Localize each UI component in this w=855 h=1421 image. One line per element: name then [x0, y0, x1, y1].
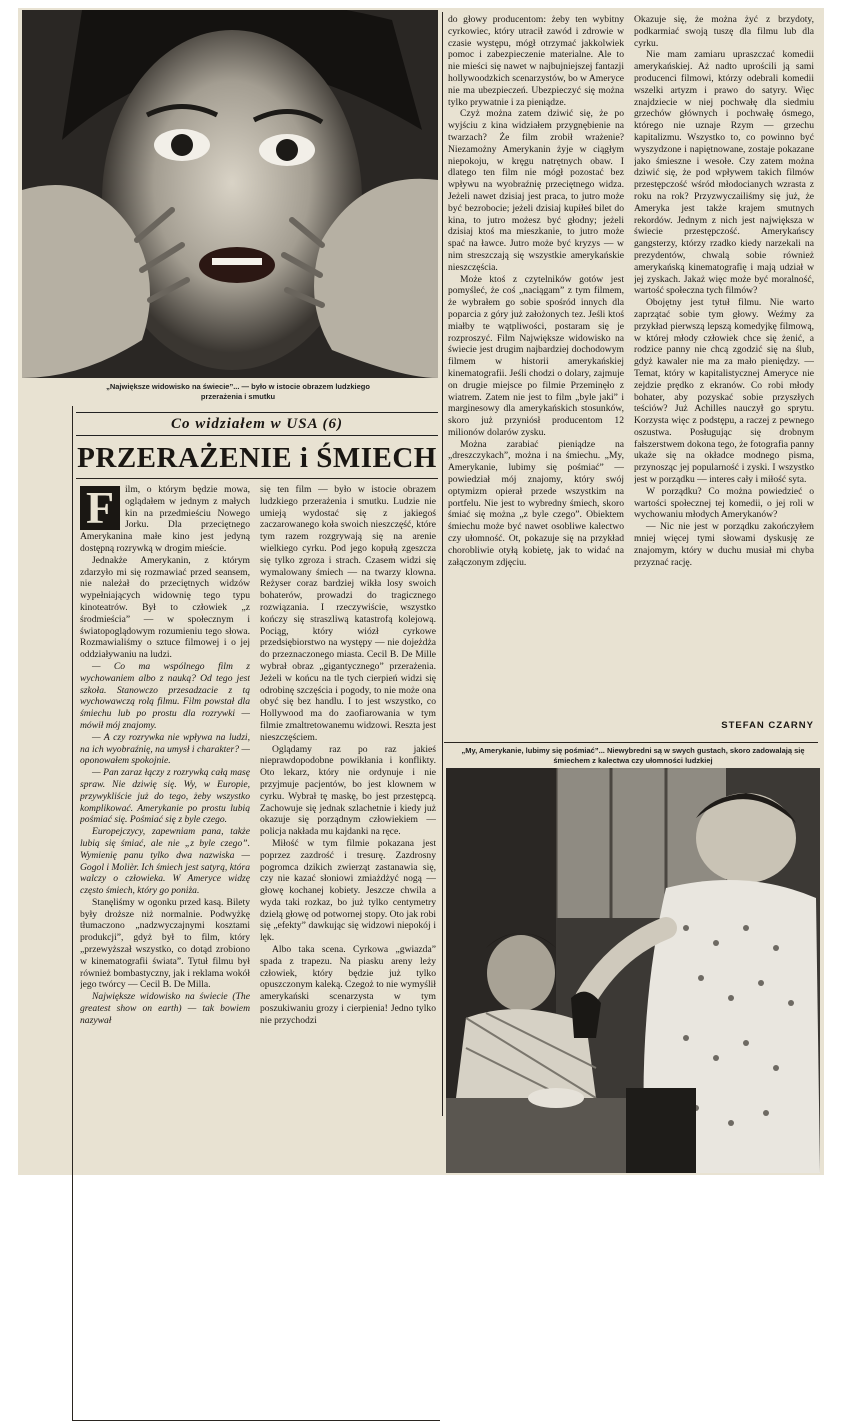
paragraph: Stanęliśmy w ogonku przed kasą. Bilety były droższe niż normalnie. Podwyżkę tłumaczono „nadzwyczajnymi kosztami produkcji”, gdyż był to film, który „przewyższał wszystko, co dotąd zrobiono w kinematografii świata”. Tytuł filmu był również bombastyczny, jak i reklama wokół jego twórcy — Cecil B. De Milla. [80, 896, 250, 991]
paragraph: Miłość w tym filmie pokazana jest poprzez zazdrość i tresurę. Zazdrosny pogromca dzikich zwierząt zastanawia się, czy nie kazać słoniowi zmiażdżyć nogą — głowę kochanej kobiety. Jeszcze chwila a wyda taki rozkaz, bo już tylko centymetry dzielą głowę od potwornej stopy. Oto jak robi się „efekty” dawkując się widzowi niepokój i lęk. [260, 837, 436, 944]
paragraph: W porządku? Co można powiedzieć o wartości społecznej tej komedii, o jej roli w wychowaniu młodych Amerykanów? [634, 485, 814, 521]
left-frame-rule [72, 406, 73, 1420]
bottom-photo [446, 768, 820, 1173]
paragraph: do głowy producentom: żeby ten wybitny cyrkowiec, który utracił zawód i zdrowie w czasie występu, mógł otrzymać jakkolwiek pomoc i zabezpieczenie materialne. Ale to nie mieści się nawet w najbujniejszej fantazji hollywoodzkich scenarzystów, bo w Ameryce nie ma ubezpieczeń. Ubezpieczyć się można tylko prywatnie i za pieniądze. [448, 14, 624, 108]
paragraph: Jednakże Amerykanin, z którym zdarzyło mi się rozmawiać przed seansem, nie należał do przeciętnych widzów wypełniających widownię tego typu kinoteatrów. Był to człowiek „z środmieścia” — w społecznym i światopoglądowym rozumieniu tego słowa. Rozmawialiśmy o sztuce filmowej i o jej oddziaływaniu na ludzi. [80, 554, 250, 661]
paragraph: Czyż można zatem dziwić się, że po wyjściu z kina widziałem przygnębienie na twarzach? Że film zrobił wrażenie? Niezamożny Amerykanin żyje w ciągłym niepokoju, w kręgu natrętnych obaw. I dlatego ten film nie mógł pozostać bez wpływu na wyobraźnię przeciętnego widza. Jeżeli nawet dzisiaj jest praca, to jutro może być bezrobocie; jeżeli dzisiaj kupiłeś bilet do kina, to jutro możesz być głodny; jeżeli dzisiaj ktoś ma mieszkanie, to jutro może spać na ławce. Jutro może być kryzys — w nim streszczają się wszystkie amerykańskie nieszczęścia. [448, 108, 624, 273]
paragraph: — Nic nie jest w porządku zakończyłem mniej więcej tymi słowami dyskusję ze znajomym, który w duchu musiał mi chyba przyznać rację. [634, 521, 814, 568]
top-photo [22, 10, 438, 378]
bottom-photo-caption: „My, Amerykanie, lubimy się pośmiać”... Niewybredni są w swych gustach, skoro zadowalają się śmiechem z kalectwa czy ułomności ludzkiej [461, 746, 805, 765]
article-headline: PRZERAŻENIE i ŚMIECH [77, 442, 437, 474]
column-divider [442, 12, 443, 1116]
paragraph: Europejczycy, zapewniam pana, także lubią się śmiać, ale nie „z byle czego”. Wymienię panu tylko dwa nazwiska — Gogol i Molièr. Ich śmiech jest satyrą, która walczy o człowieka. W Ameryce widzę często śmiech, który go poniża. [80, 826, 250, 897]
paragraph: Nie mam zamiaru upraszczać komedii amerykańskiej. Aż nadto uprościli ją sami producenci filmowi, którzy odebrali komedii wszelki artyzm i prawo do satyry. Więc znajdziecie w niej pochwałę dla siedmiu grzechów głównych i pochwałę ósmego, którego nie uznaje Rzym — grzechu kapitalizmu. Wszystko to, co powinno być wyszydzone i napiętnowane, zostaje pokazane jako śmieszne i wesołe. Czy zatem można dziwić się, że pod wpływem takich filmów przestępczość wśród młodocianych wzrasta z roku na rok? Przyzwyczailiśmy się już, że Ameryka jest także krajem smutnych rekordów. Jednym z nich jest największa w świecie przestępczość. Amerykańscy gangsterzy, którzy rzadko kiedy narzekali na prezydentów, chwalą sobie również amerykańską kinematografię i mają udział w jej zyskach. Jakaż więc może być moralność, wartość społeczna tych filmów? [634, 49, 814, 297]
top-photo-caption: „Największe widowisko na świecie”... — było w istocie obrazem ludzkiego przerażenia i smutku [106, 382, 370, 401]
paragraph: Obojętny jest tytuł filmu. Nie warto zaprzątać sobie tym głowy. Weźmy za przykład pierwszą lepszą komedyjkę filmową, w której młody człowiek chce się żenić, a rodzice panny nie chcą zgodzić się na ślub, gdyż kawaler nie ma za mało pieniędzy. — Temat, który w kapitalistycznej Ameryce nie zejdzie prędko z ekranów. Co robi młody bohater, aby pozyskać sobie przyszłych teściów? Już Achilles nauczył go sprytu. Korzysta więc z podstępu, a raczej z pewnego oszustwa. Posługując się drobnym fałszerstwem dokona tego, że fotografia panny ukaże się na okładce modnego pisma, przynosząc jej popularność i zyski. I wszystko jest w porządku — interes cały i miłość syta. [634, 297, 814, 486]
series-title: Co widziałem w USA (6) [76, 412, 438, 436]
paragraph: Albo taka scena. Cyrkowa „gwiazda” spada z trapezu. Na piasku areny leży człowiek, który będzie już tylko opuszczonym kaleką. Czegoż to nie wymyślił amerykański scenarzysta w tym poszukiwaniu grozy i cierpienia! Jedno tylko nie przychodzi [260, 944, 436, 1026]
headline-rule [76, 478, 438, 479]
paragraph: Okazuje się, że można żyć z brzydoty, podkarmiać swoją tuszę dla filmu lub dla cyrku. [634, 14, 814, 49]
paragraph: — Pan zaraz łączy z rozrywką całą masę spraw. Nie dziwię się. Wy, w Europie, przywykliście już do tego, żeby wszystko komplikować. Amerykanie po prostu lubią pośmiać się. Pośmiać się z byle czego. [80, 767, 250, 826]
paragraph: — A czy rozrywka nie wpływa na ludzi, na ich wyobraźnię, na umysł i charakter? — oponowałem spokojnie. [80, 731, 250, 767]
paragraph: Może ktoś z czytelników gotów jest pomyśleć, że coś „naciągam” z tym filmem, że wybrałem go sobie spośród innych dla poparcia z góry już założonych tez. Jeśli ktoś miałby te wątpliwości, postaram się je rozproszyć. Film Największe widowisko na świecie jest drugim najbardziej dochodowym filmem w historii amerykańskiej kinematografii. Jeśli chodzi o dolary, zajmuje on drugie miejsce po filmie Przeminęło z wiatrem. Zatem nie jest to film „byle jaki” i marginesowy dla amerykańskich stosunków, skoro już przyniósł producentom 12 milionów dolarów zysku. [448, 273, 624, 438]
couple-kitchen-scene-photo [446, 768, 820, 1173]
article-column-3 [448, 14, 624, 736]
author-signature: STEFAN CZARNY [721, 720, 814, 731]
paragraph: Można zarabiać pieniądze na „dreszczykach”, można i na śmiechu. „My, Amerykanie, lubimy się pośmiać” — powiedział mój znajomy, który swój optymizm opierał przede wszystkim na portfelu. Nie jest to wybredny śmiech, skoro śmiać się można „z byle czego”. Obiektem śmiechu może być nawet osobliwe kalectwo czy ułomność. Ot, pokazuje się na przykład chorobliwie otyłą kobietę, jak to widać na załączonym zdjęciu. [448, 438, 624, 568]
caption-top-rule [444, 742, 818, 743]
paragraph: Największe widowisko na świecie (The greatest show on earth) — tak bowiem nazywał [80, 991, 250, 1026]
article-column-2 [260, 484, 436, 1114]
paragraph: Oglądamy raz po raz jakieś nieprawdopodobne powikłania i konflikty. Oto lekarz, który nie ordynuje i nie przyjmuje pacjentów, bo jest klownem w cyrku. Wybrał tę maskę, bo jest przestępcą. Zachowuje się jednak szlachetnie i kiedy już okazuje się porządnym człowiekiem — policja nakłada mu kajdanki na ręce. [260, 743, 436, 838]
dropcap-letter: F [80, 486, 120, 530]
woman-frightened-face-photo [22, 10, 438, 378]
paragraph: się ten film — było w istocie obrazem ludzkiego przerażenia i smutku. Ludzie nie umieją wydostać się z jakiegoś zaczarowanego koła swoich nieszczęść, które tym razem rozgrywają się na arenie wielkiego cyrku. Pod jego kopułą zgeszcza się tylko zgroza i strach. Czasem widzi się wymalowany śmiech — na twarzy klowna. Reżyser coraz bardziej wikła losy swoich bohaterów, prowadzi do tragicznego rozwiązania. I rzeczywiście, wszystko kończy się straszliwą katastrofą kolejową. Pociąg, który wiózł cyrkowe przedsiębiorstwo na występy — nie dojeżdża do przeznaczonego miasta. Cecil B. De Mille wybrał obraz „gigantycznego” przerażenia. Jeżeli w końcu na tle tych cierpień widzi się odrobinę szczęścia i pogody, to nie może ona obyć się bez handlu. I to jest wszystko, co Hollywood ma do zaofiarowania w tym filmie zmaltretowanemu widzowi. Reszta jest nieszczęściem. [260, 484, 436, 743]
newspaper-page [18, 8, 824, 1175]
article-column-4 [634, 14, 814, 716]
paragraph: ilm, o którym będzie mowa, oglądałem w jednym z małych kin na przedmieściu Nowego Jorku. Dla przeciętnego Amerykanina małe kino jest jedyną dostępną rozrywką w drogim mieście. [80, 484, 250, 554]
paragraph: — Co ma wspólnego film z wychowaniem albo z nauką? Od tego jest szkoła. Stanowczo przesadzacie z tą wychowawczą rolą filmu. Film powstał dla śmiechu lub po prostu dla rozrywki — mówił mój znajomy. [80, 660, 250, 731]
article-column-1 [80, 484, 250, 1114]
